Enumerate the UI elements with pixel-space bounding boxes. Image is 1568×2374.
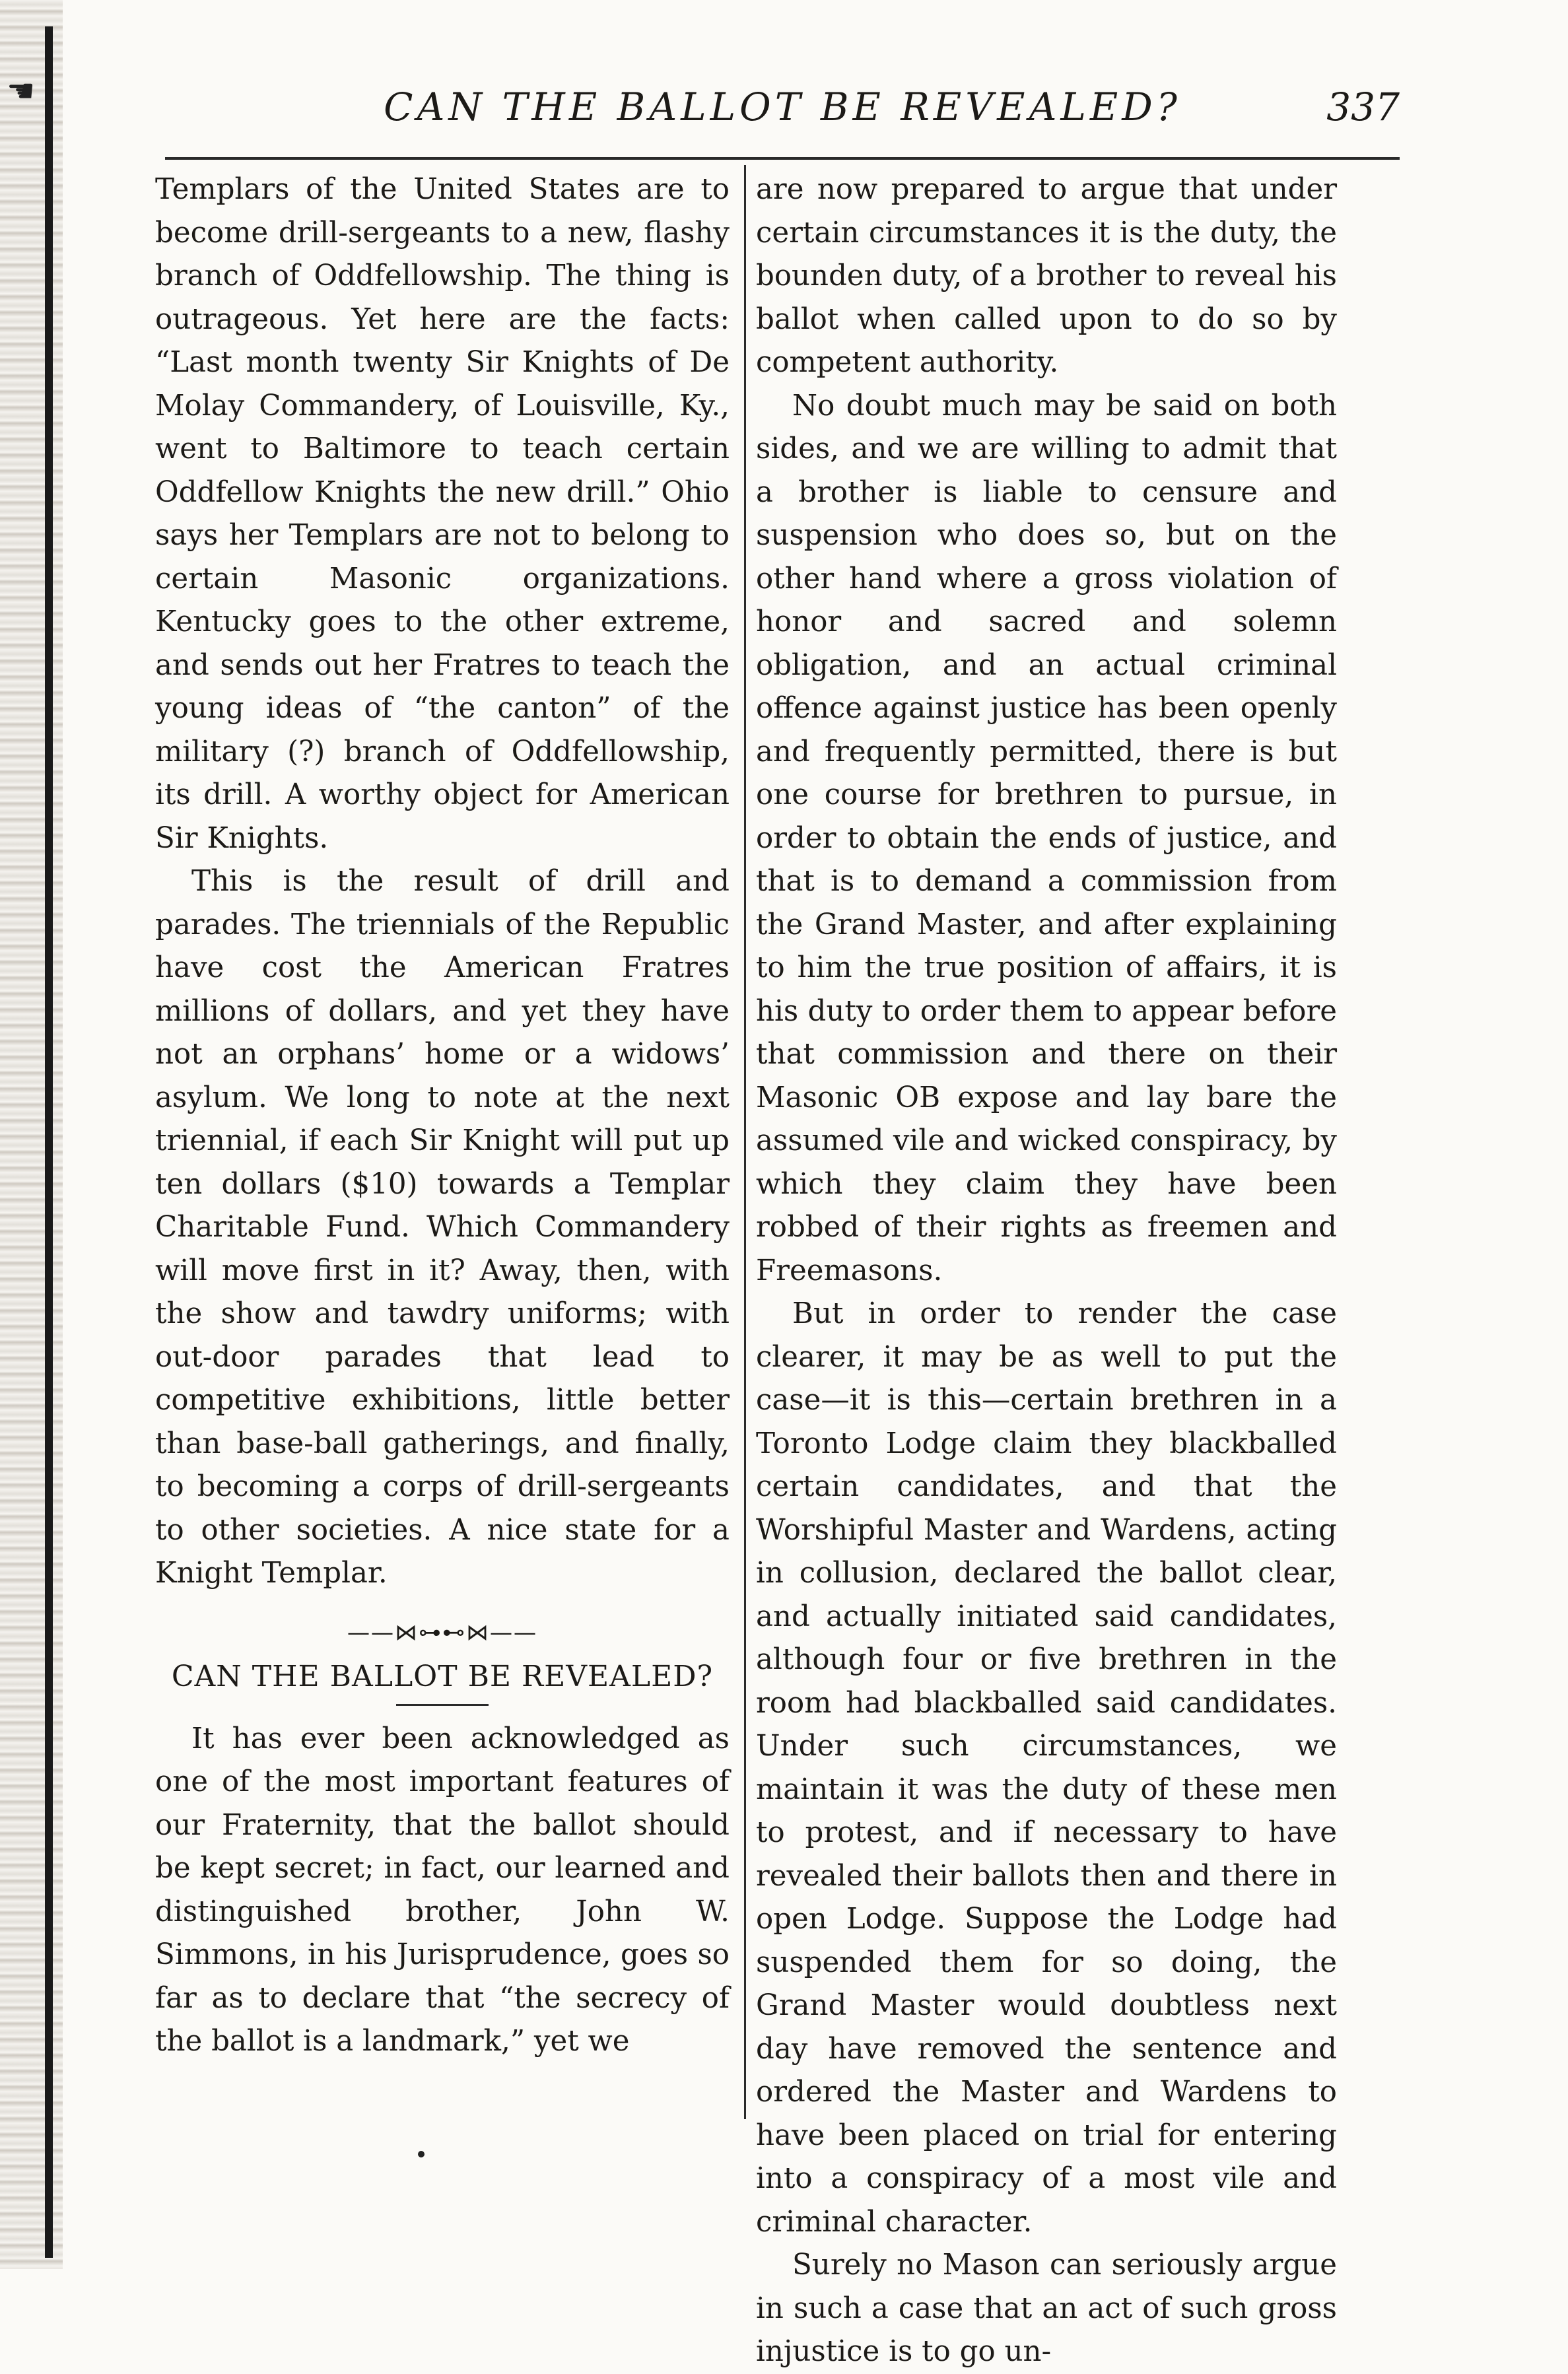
right-paragraph-1: are now prepared to argue that under certain circumstances it is the duty, the bounden duty, of a brother to reveal his ballot when called upon to do so by competent authority. bbox=[756, 173, 1337, 379]
binding-margin bbox=[0, 0, 63, 2269]
left-paragraph-3: It has ever been acknowledged as one of the most important features of our Fraternity, that the ballot should be kept secret; in fact, our learned and distinguished brother, John W. Simmons, in his Jurisprudence, goes so far as to declare that “the secrecy of the ballot is a landmark,” yet we bbox=[155, 1722, 730, 2058]
section-heading: CAN THE BALLOT BE REVEALED? bbox=[171, 1659, 714, 1693]
section-ornament: ——⋈⊶⊷⋈—— bbox=[347, 1619, 537, 1646]
pointing-hand-icon: ☚ bbox=[7, 73, 36, 110]
ink-speck bbox=[418, 2151, 425, 2157]
right-paragraph-3: But in order to render the case clearer, it may be as well to put the case—it is this—certain brethren in a Toronto Lodge claim they blackballed certain candidates, and that the Worshipful Master and Wardens, acting in collusion, declared the ballot clear, and actually initiated said candidates, although four or five brethren in the room had blackballed said candidates. Under such circumstances, we maintain it was the duty of these men to protest, and if necessary to have revealed their ballots then and there in open Lodge. Suppose the Lodge had suspended them for so doing, the Grand Master would doubtless next day have removed the sentence and ordered the Master and Wardens to have been placed on trial for entering into a conspiracy of a most vile and criminal character. bbox=[756, 1297, 1337, 2239]
running-title: CAN THE BALLOT BE REVEALED? bbox=[384, 85, 1181, 129]
right-column bbox=[756, 168, 1337, 2374]
right-paragraph-2: No doubt much may be said on both sides, and we are willing to admit that a brother is liable to censure and suspension who does so, but on the other hand where a gross violation of honor and sacred and solemn obligation, and an actual criminal offence against justice has been openly and frequently permitted, there is but one course for brethren to pursue, in order to obtain the ends of justice, and that is to demand a commission from the Grand Master, and after explaining to him the true position of affairs, it is his duty to order them to appear before that commission and there on their Masonic OB expose and lay bare the assumed vile and wicked conspiracy, by which they claim they have been robbed of their rights as freemen and Freemasons. bbox=[756, 389, 1337, 1287]
right-paragraph-4: Surely no Mason can seriously argue in such a case that an act of such gross injustice is to go un- bbox=[756, 2249, 1337, 2368]
binding-edge-line bbox=[45, 26, 53, 2258]
page-header bbox=[165, 85, 1400, 151]
left-paragraph-2: This is the result of drill and parades. The triennials of the Republic have cost the American Fratres millions of dollars, and yet they have not an orphans’ home or a widows’ asylum. We long to note at the next triennial, if each Sir Knight will put up ten dollars ($10) towards a Templar Charitable Fund. Which Commandery will move first in it? Away, then, with the show and tawdry uniforms; with out-door parades that lead to competitive exhibitions, little better than base-ball gatherings, and finally, to becoming a corps of drill-sergeants to other societies. A nice state for a Knight Templar. bbox=[155, 865, 730, 1590]
left-column bbox=[155, 168, 730, 2064]
left-paragraph-1: Templars of the United States are to become drill-sergeants to a new, flashy branch of Oddfellowship. The thing is outrageous. Yet here are the facts: “Last month twenty Sir Knights of De Molay Commandery, of Louisville, Ky., went to Baltimore to teach certain Oddfellow Knights the new drill.” Ohio says her Templars are not to belong to certain Masonic organizations. Kentucky goes to the other extreme, and sends out her Fratres to teach the young ideas of “the canton” of the military (?) branch of Oddfellowship, its drill. A worthy object for American Sir Knights. bbox=[155, 173, 730, 855]
page-number: 337 bbox=[1326, 85, 1400, 129]
header-rule bbox=[165, 157, 1400, 160]
heading-rule bbox=[396, 1704, 489, 1706]
column-divider bbox=[744, 165, 746, 2119]
